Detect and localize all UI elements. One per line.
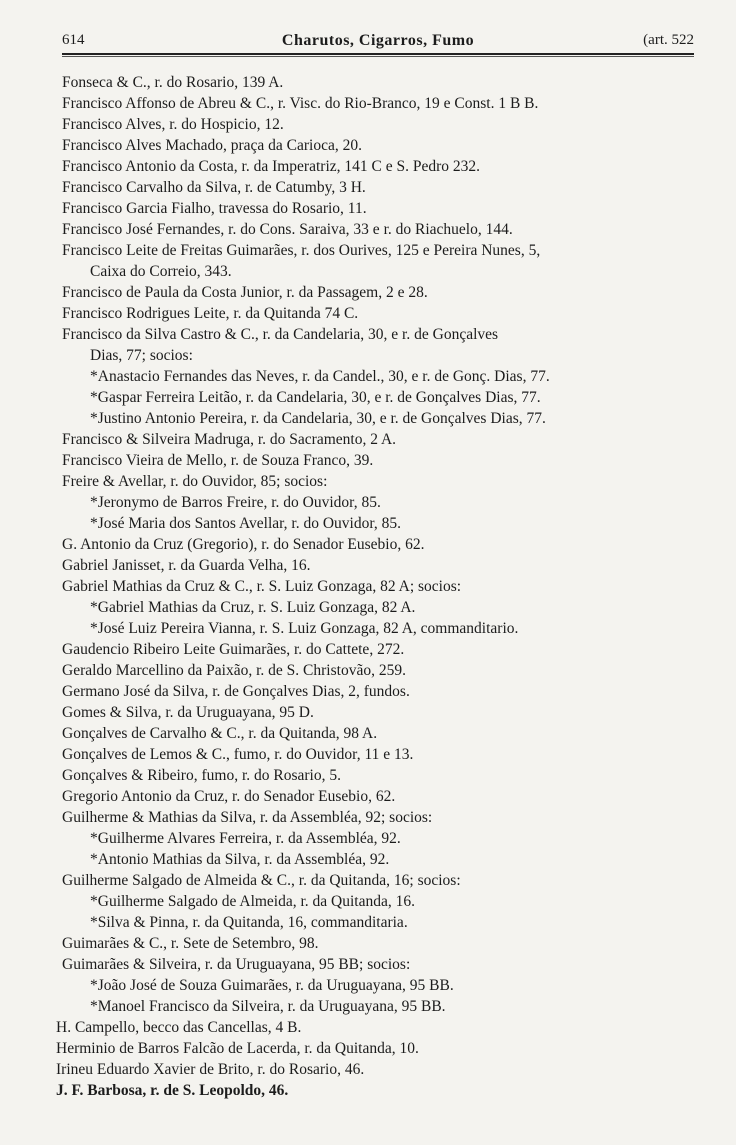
page-number: 614 xyxy=(62,32,85,48)
list-item: Gomes & Silva, r. da Uruguayana, 95 D. xyxy=(62,704,314,721)
list-item: Francisco de Paula da Costa Junior, r. da Passagem, 2 e 28. xyxy=(62,284,428,301)
list-item: J. F. Barbosa, r. de S. Leopoldo, 46. xyxy=(56,1082,289,1099)
list-item: Gonçalves de Carvalho & C., r. da Quitanda, 98 A. xyxy=(62,725,378,742)
list-item: Gonçalves de Lemos & C., fumo, r. do Ouvidor, 11 e 13. xyxy=(62,746,414,763)
partner-item: *Antonio Mathias da Silva, r. da Assembléa, 92. xyxy=(90,851,390,868)
list-item: Freire & Avellar, r. do Ouvidor, 85; socios: xyxy=(62,473,328,490)
list-item: Francisco Affonso de Abreu & C., r. Visc. do Rio-Branco, 19 e Const. 1 B B. xyxy=(62,95,539,112)
list-item-continuation: Caixa do Correio, 343. xyxy=(90,263,232,280)
list-item: Francisco Alves, r. do Hospicio, 12. xyxy=(62,116,284,133)
list-item: Gabriel Mathias da Cruz & C., r. S. Luiz Gonzaga, 82 A; socios: xyxy=(62,578,462,595)
list-item-continuation: Dias, 77; socios: xyxy=(90,347,193,364)
list-item: Francisco Antonio da Costa, r. da Imperatriz, 141 C e S. Pedro 232. xyxy=(62,158,481,175)
partner-item: *Justino Antonio Pereira, r. da Candelaria, 30, e r. de Gonçalves Dias, 77. xyxy=(90,410,546,427)
partner-item: *Gabriel Mathias da Cruz, r. S. Luiz Gonzaga, 82 A. xyxy=(90,599,416,616)
partner-item: *Manoel Francisco da Silveira, r. da Uruguayana, 95 BB. xyxy=(90,998,446,1015)
partner-item: *Anastacio Fernandes das Neves, r. da Candel., 30, e r. de Gonç. Dias, 77. xyxy=(90,368,550,385)
list-item: Gabriel Janisset, r. da Guarda Velha, 16. xyxy=(62,557,311,574)
list-item: Guimarães & C., r. Sete de Setembro, 98. xyxy=(62,935,319,952)
list-item: Francisco Vieira de Mello, r. de Souza Franco, 39. xyxy=(62,452,374,469)
header-rule-thin xyxy=(62,56,694,57)
list-item: Gonçalves & Ribeiro, fumo, r. do Rosario, 5. xyxy=(62,767,341,784)
list-item: H. Campello, becco das Cancellas, 4 B. xyxy=(56,1019,302,1036)
list-item: Irineu Eduardo Xavier de Brito, r. do Rosario, 46. xyxy=(56,1061,365,1078)
list-item: Gaudencio Ribeiro Leite Guimarães, r. do Cattete, 272. xyxy=(62,641,405,658)
header-rule xyxy=(62,53,694,55)
list-item: Francisco & Silveira Madruga, r. do Sacramento, 2 A. xyxy=(62,431,397,448)
partner-item: *Jeronymo de Barros Freire, r. do Ouvidor, 85. xyxy=(90,494,381,511)
list-item: Fonseca & C., r. do Rosario, 139 A. xyxy=(62,74,284,91)
list-item: Gregorio Antonio da Cruz, r. do Senador Eusebio, 62. xyxy=(62,788,396,805)
section-reference: (art. 522 xyxy=(643,32,694,48)
list-item: Francisco Carvalho da Silva, r. de Catumby, 3 H. xyxy=(62,179,366,196)
partner-item: *Guilherme Alvares Ferreira, r. da Assembléa, 92. xyxy=(90,830,401,847)
partner-item: *José Luiz Pereira Vianna, r. S. Luiz Gonzaga, 82 A, commanditario. xyxy=(90,620,519,637)
list-item: Herminio de Barros Falcão de Lacerda, r. da Quitanda, 10. xyxy=(56,1040,419,1057)
list-item: Francisco José Fernandes, r. do Cons. Saraiva, 33 e r. do Riachuelo, 144. xyxy=(62,221,513,238)
partner-item: *José Maria dos Santos Avellar, r. do Ouvidor, 85. xyxy=(90,515,402,532)
list-item: Guilherme Salgado de Almeida & C., r. da Quitanda, 16; socios: xyxy=(62,872,461,889)
list-item: Germano José da Silva, r. de Gonçalves Dias, 2, fundos. xyxy=(62,683,410,700)
list-item: Francisco Leite de Freitas Guimarães, r. dos Ourives, 125 e Pereira Nunes, 5, xyxy=(62,242,541,259)
page-title: Charutos, Cigarros, Fumo xyxy=(281,32,475,49)
list-item: Francisco Garcia Fialho, travessa do Rosario, 11. xyxy=(62,200,367,217)
partner-item: *Guilherme Salgado de Almeida, r. da Quitanda, 16. xyxy=(90,893,415,910)
list-item: Geraldo Marcellino da Paixão, r. de S. Christovão, 259. xyxy=(62,662,406,679)
partner-item: *João José de Souza Guimarães, r. da Uruguayana, 95 BB. xyxy=(90,977,454,994)
page-header xyxy=(62,30,694,54)
partner-item: *Gaspar Ferreira Leitão, r. da Candelaria, 30, e r. de Gonçalves Dias, 77. xyxy=(90,389,541,406)
list-item: Francisco da Silva Castro & C., r. da Candelaria, 30, e r. de Gonçalves xyxy=(62,326,499,343)
list-item: Guimarães & Silveira, r. da Uruguayana, 95 BB; socios: xyxy=(62,956,411,973)
list-item: Guilherme & Mathias da Silva, r. da Assembléa, 92; socios: xyxy=(62,809,433,826)
partner-item: *Silva & Pinna, r. da Quitanda, 16, commanditaria. xyxy=(90,914,408,931)
list-item: Francisco Alves Machado, praça da Carioca, 20. xyxy=(62,137,362,154)
list-item: G. Antonio da Cruz (Gregorio), r. do Senador Eusebio, 62. xyxy=(62,536,425,553)
list-item: Francisco Rodrigues Leite, r. da Quitanda 74 C. xyxy=(62,305,359,322)
